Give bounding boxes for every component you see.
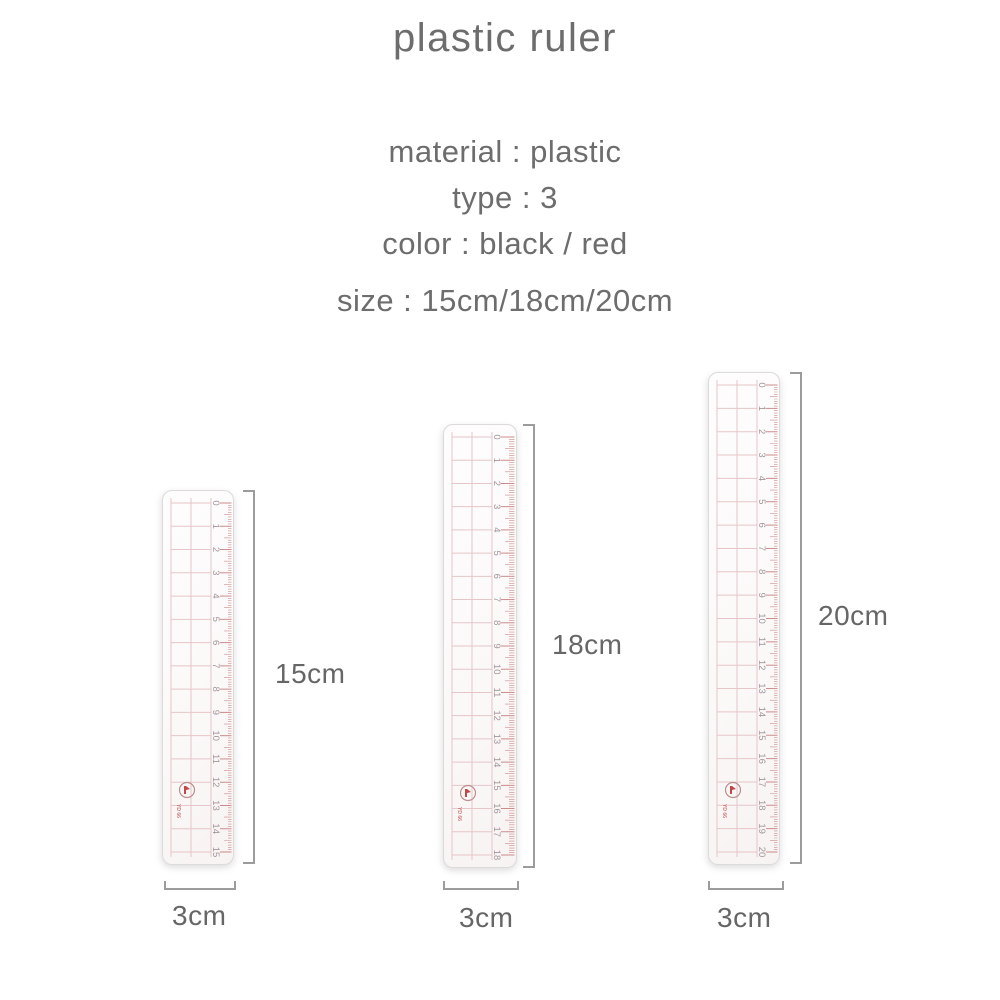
cm-number: 6 <box>210 639 221 646</box>
ruler-18cm <box>443 424 517 868</box>
cm-number: 17 <box>756 776 767 788</box>
cm-number: 5 <box>210 616 221 622</box>
height-dimension-label-15cm: 15cm <box>275 658 346 689</box>
width-dimension-bracket-15cm <box>164 881 236 890</box>
page-title: plastic ruler <box>392 16 617 60</box>
cm-number: 11 <box>210 753 221 764</box>
width-dimension-bracket-20cm <box>708 881 784 890</box>
maker-stamp-icon <box>180 783 195 798</box>
maker-stamp-code: YD 66 <box>175 804 181 818</box>
cm-number: 10 <box>756 613 767 624</box>
cm-number: 14 <box>756 706 767 718</box>
maker-stamp-glyph <box>730 786 736 794</box>
cm-number: 11 <box>491 687 502 698</box>
cm-number: 15 <box>756 729 767 741</box>
cm-number: 5 <box>491 550 502 556</box>
cm-number: 4 <box>210 593 221 599</box>
width-dimension-bracket-18cm <box>443 881 519 890</box>
maker-stamp-icon <box>726 783 741 798</box>
cm-number: 15 <box>491 780 502 791</box>
height-dimension-label-20cm: 20cm <box>818 600 889 631</box>
cm-number: 7 <box>210 663 221 669</box>
maker-stamp-glyph <box>465 789 471 797</box>
cm-number: 0 <box>210 500 221 506</box>
cm-number: 8 <box>491 620 502 626</box>
ruler-face <box>163 491 233 864</box>
height-dimension-bracket-20cm <box>790 372 802 864</box>
cm-number: 6 <box>756 522 767 528</box>
cm-number: 7 <box>491 596 502 603</box>
ruler-20cm <box>708 372 780 865</box>
height-dimension-bracket-18cm <box>523 424 535 868</box>
cm-number: 2 <box>210 546 221 553</box>
cm-number: 14 <box>491 756 502 768</box>
maker-stamp-glyph <box>184 786 190 794</box>
cm-number: 16 <box>491 803 502 814</box>
width-dimension-label-18cm: 3cm <box>459 902 514 933</box>
cm-number: 2 <box>756 429 767 435</box>
cm-number: 0 <box>491 434 502 440</box>
width-dimension-label-15cm: 3cm <box>172 900 227 931</box>
cm-number: 0 <box>756 382 767 388</box>
cm-number: 9 <box>210 709 221 716</box>
cm-number: 1 <box>756 405 767 411</box>
cm-number: 5 <box>756 499 767 505</box>
cm-number: 20 <box>756 846 767 858</box>
cm-number: 8 <box>210 686 221 692</box>
cm-number: 18 <box>491 849 502 861</box>
cm-number: 4 <box>491 527 502 533</box>
spec-type: type : 3 <box>452 180 558 215</box>
cm-number: 9 <box>491 643 502 649</box>
maker-stamp-code: YD 66 <box>456 807 462 821</box>
cm-number: 13 <box>491 733 502 745</box>
cm-number: 12 <box>756 659 767 671</box>
cm-number: 1 <box>491 457 502 463</box>
ruler-face <box>709 373 779 864</box>
cm-number: 4 <box>756 475 767 482</box>
spec-material: material : plastic <box>388 134 622 169</box>
cm-number: 14 <box>210 823 221 835</box>
cm-number: 13 <box>756 683 767 694</box>
cm-number: 19 <box>756 823 767 834</box>
cm-number: 17 <box>491 826 502 838</box>
cm-number: 6 <box>491 573 502 579</box>
cm-number: 18 <box>756 800 767 811</box>
cm-number: 16 <box>756 753 767 764</box>
cm-number: 3 <box>756 452 767 458</box>
cm-number: 13 <box>210 800 221 811</box>
maker-stamp-code: YD 66 <box>721 804 727 818</box>
cm-number: 12 <box>491 710 502 721</box>
cm-number: 11 <box>756 636 767 647</box>
cm-number: 8 <box>756 569 767 575</box>
maker-stamp-icon <box>461 786 476 801</box>
cm-number: 10 <box>491 663 502 675</box>
cm-number: 12 <box>210 776 221 788</box>
height-dimension-bracket-15cm <box>243 490 255 864</box>
height-dimension-label-18cm: 18cm <box>552 629 623 660</box>
spec-list <box>0 132 1000 327</box>
spec-size: size : 15cm/18cm/20cm <box>336 283 674 318</box>
cm-number: 3 <box>491 504 502 510</box>
spec-color: color : black / red <box>382 226 628 261</box>
cm-number: 2 <box>491 480 502 487</box>
cm-number: 9 <box>756 592 767 598</box>
width-dimension-label-20cm: 3cm <box>717 902 772 933</box>
cm-number: 1 <box>210 523 221 529</box>
cm-number: 15 <box>210 846 221 858</box>
cm-number: 3 <box>210 570 221 576</box>
cm-number: 7 <box>756 545 767 552</box>
ruler-15cm <box>162 490 234 865</box>
cm-number: 10 <box>210 730 221 741</box>
ruler-face <box>444 425 516 867</box>
